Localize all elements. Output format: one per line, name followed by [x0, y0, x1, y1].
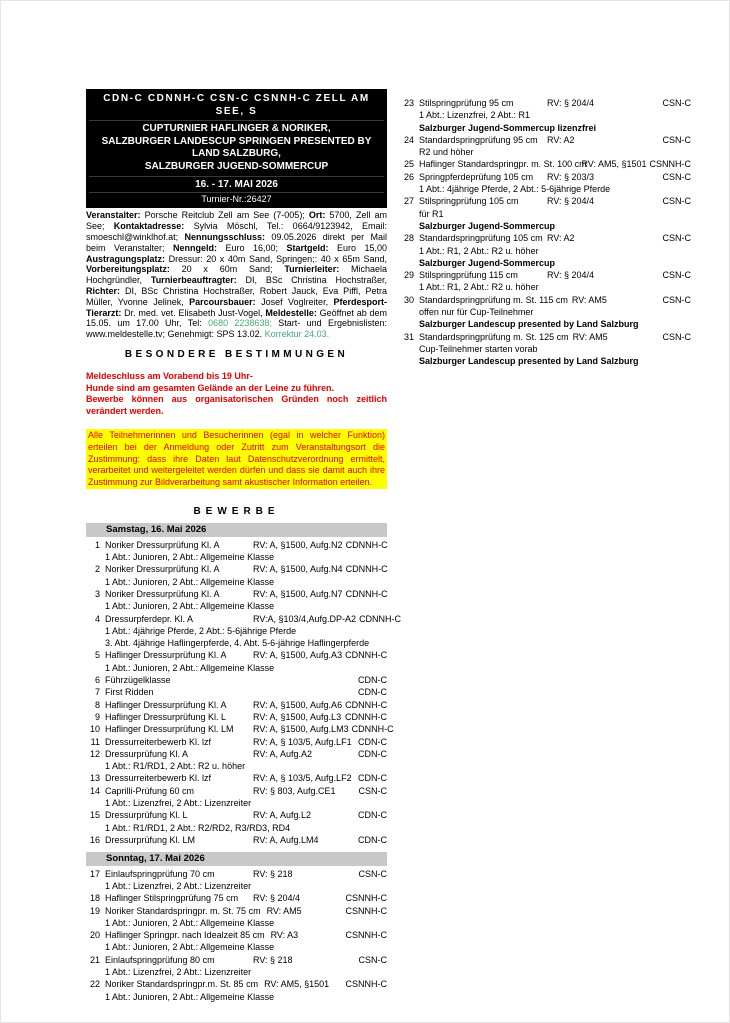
event-category: CDN-C: [358, 736, 387, 747]
event-category: CSN-C: [662, 196, 691, 207]
event-row: [86, 699, 387, 711]
event-main-line: [86, 649, 387, 661]
event-row: [86, 868, 387, 893]
special-rules-red-text: [86, 371, 387, 417]
red-rule-line: Bewerbe können aus organisatorischen Gründen noch zeitlich verändert werden.: [86, 394, 387, 416]
event-main-line: [86, 954, 387, 966]
event-rv: RV: A, § 103/5, Aufg.LF1: [253, 736, 352, 747]
event-category: CDNNH-C: [345, 539, 388, 550]
event-row: [86, 686, 387, 698]
event-row: [86, 588, 387, 613]
event-subline: 1 Abt.: Junioren, 2 Abt.: Allgemeine Klasse: [105, 552, 275, 563]
event-rv: RV: A, Aufg.LM4: [253, 834, 319, 845]
info-label: Turnierbeauftragter:: [150, 275, 237, 286]
event-title: Noriker Dressurprüfung Kl. A: [105, 588, 220, 599]
event-title: Dressurpferdepr. Kl. A: [105, 613, 194, 624]
info-text: Dr. med. vet. Elisabeth Just-Vogel,: [121, 307, 266, 318]
event-category: CDNNH-C: [345, 588, 388, 599]
info-text: 20 x 60m Sand;: [169, 264, 285, 275]
info-label: Turnierleiter:: [284, 264, 340, 275]
event-title: Haflinger Dressurprüfung Kl. L: [105, 711, 227, 722]
event-category: CDN-C: [358, 687, 387, 698]
event-main-line: [86, 563, 387, 575]
info-label: Meldestelle:: [265, 307, 317, 318]
event-title: Dressurprüfung Kl. L: [105, 810, 188, 821]
event-number: 6: [94, 675, 100, 686]
event-number: 12: [89, 748, 100, 759]
event-subline: 1 Abt.: Junioren, 2 Abt.: Allgemeine Klasse: [105, 601, 275, 612]
event-row: [86, 929, 387, 954]
event-category: CSN-C: [662, 270, 691, 281]
event-category: CSNNH-C: [345, 893, 387, 904]
event-main-line: [86, 929, 387, 941]
info-text: 09.05.2026 direkt per Mail beim Veranstalter;: [86, 231, 387, 253]
event-title: Noriker Dressurprüfung Kl. A: [105, 564, 220, 575]
event-subline: 1 Abt.: Junioren, 2 Abt.: Allgemeine Klasse: [105, 942, 275, 953]
info-text: Dressur: 20 x 40m Sand, Springen;: 40 x 65m Sand,: [165, 253, 387, 264]
event-row: [86, 539, 387, 564]
event-category: CDN-C: [358, 834, 387, 845]
event-title: Haflinger Dressurprüfung Kl. A: [105, 650, 227, 661]
info-green-text: 0680 2238638;: [208, 318, 272, 329]
event-category: CDN-C: [358, 748, 387, 759]
event-main-line: [86, 978, 387, 990]
event-number: 10: [89, 724, 100, 735]
event-row: [400, 171, 691, 196]
event-title: Standardspringprüfung 95 cm: [419, 134, 538, 145]
event-title: Haflinger Standardspringpr. m. St. 100 cm: [419, 159, 587, 170]
event-category: CSN-C: [662, 294, 691, 305]
event-row: [86, 785, 387, 810]
event-subline: 1 Abt.: R1/RD1, 2 Abt.: R2 u. höher: [105, 761, 246, 772]
event-title: Einlaufspringprüfung 70 cm: [105, 868, 215, 879]
event-main-line: [86, 868, 387, 880]
event-main-line: [86, 539, 387, 551]
event-number: 1: [94, 539, 100, 550]
event-rv: RV: § 218: [253, 954, 293, 965]
event-main-line: [86, 809, 387, 821]
event-row: [86, 772, 387, 784]
event-number: 24: [403, 134, 414, 145]
event-number: 18: [89, 893, 100, 904]
event-row: [86, 613, 402, 650]
event-rv: RV: A, § 103/5, Aufg.LF2: [253, 773, 352, 784]
event-subline: 1 Abt.: R1, 2 Abt.: R2 u. höher: [419, 245, 539, 256]
tournament-codes-line: SEE, S: [215, 106, 258, 117]
event-category: CSN-C: [358, 785, 387, 796]
info-text: Porsche Reitclub Zell am See (7-005);: [140, 210, 309, 221]
event-number: 13: [89, 773, 100, 784]
event-cup-label: Salzburger Landescup presented by Land Salzburg: [419, 319, 639, 330]
event-number: 21: [89, 954, 100, 965]
event-cup-label: Salzburger Landescup presented by Land Salzburg: [419, 356, 639, 367]
event-title: Stilspringprüfung 115 cm: [419, 270, 518, 281]
event-row: [86, 736, 387, 748]
tournament-title: [89, 120, 384, 176]
info-text: DI, BSc Christina Hochstraßer, Robert Jauck, Eva Piffl, Petra Müller, Yvonne Jelinek,: [86, 285, 387, 307]
event-number: 2: [94, 564, 100, 575]
event-category: CSNNH-C: [345, 930, 387, 941]
event-row: [400, 97, 691, 134]
info-label: Vorbereitungsplatz:: [86, 264, 170, 275]
event-category: CDNNH-C: [359, 613, 402, 624]
event-main-line: [400, 294, 691, 306]
event-title: Stilspringprüfung 105 cm: [419, 196, 519, 207]
event-category: CDNNH-C: [345, 699, 388, 710]
event-number: 27: [403, 196, 414, 207]
event-subline: 1 Abt.: 4jährige Pferde, 2 Abt.: 5-6jährige Pferde: [105, 625, 297, 636]
event-subline: Cup-Teilnehmer starten vorab: [419, 343, 538, 354]
event-subline: 1 Abt.: Lizenzfrei, 2 Abt.: Lizenzreiter: [105, 881, 252, 891]
event-rv: RV: A2: [547, 134, 575, 145]
info-label: Richter:: [86, 285, 121, 296]
info-label: Ort:: [308, 210, 326, 221]
event-row: [86, 905, 387, 930]
event-rv: RV: A, §1500, Aufg.N7: [253, 588, 343, 599]
event-number: 26: [403, 171, 414, 182]
event-number: 23: [403, 98, 414, 108]
event-rv: RV: A, Aufg.L2: [253, 810, 312, 821]
event-number: 17: [89, 868, 100, 879]
event-rv: RV: § 203/3: [547, 171, 595, 182]
event-rv: RV:A, §103/4,Aufg.DP-A2: [253, 613, 357, 624]
event-main-line: [86, 834, 387, 846]
info-green-text: Korrektur 24.03.: [264, 329, 330, 340]
privacy-notice-highlighted: Alle Teilnehmerinnen und Besucherinnen (egal in welcher Funktion) erteilen bei der Anmeldung oder Zutritt zum Veranstaltungsort die Zustimmung: dass ihre Daten laut Datenschutzverordnung ermittelt, verarbeitet und weitergeleitet werden dürfen und dass sie damit auch ihre Zustimmung zur Bildverarbeitung samt akustischer Information erteilen.: [86, 429, 387, 489]
event-main-line: [400, 158, 691, 170]
event-title: Führzügelklasse: [105, 675, 171, 686]
event-main-line: [86, 613, 402, 625]
event-rv: RV: § 218: [253, 868, 293, 879]
event-cup-label: Salzburger Jugend-Sommercup: [419, 257, 556, 268]
event-main-line: [86, 723, 394, 735]
besondere-bestimmungen-heading: BESONDERE BESTIMMUNGEN: [124, 348, 349, 360]
info-text: Josef Voglreiter,: [255, 296, 334, 307]
event-main-line: [400, 134, 691, 146]
event-rv: RV: § 204/4: [547, 98, 595, 108]
event-main-line: [86, 674, 387, 686]
event-main-line: [400, 195, 691, 207]
event-title: First Ridden: [105, 687, 154, 698]
info-text: DI, BSc Christina Hochstraßer,: [236, 275, 387, 286]
event-rv: RV: AM5, §1501: [264, 979, 330, 990]
info-label: Pferdesport-Tierarzt:: [86, 296, 387, 318]
event-rv: RV: AM5: [572, 331, 608, 342]
event-title: Noriker Standardspringpr.m. St. 85 cm: [105, 979, 259, 990]
right-column: [400, 89, 691, 368]
tournament-title-line: LAND SALZBURG,: [192, 148, 281, 160]
day-header-bar: Samstag, 16. Mai 2026: [86, 523, 387, 537]
tournament-title-line: CUPTURNIER HAFLINGER & NORIKER,: [142, 123, 331, 134]
event-row: [86, 711, 387, 723]
tournament-info-paragraph: [86, 210, 387, 340]
event-row: [86, 954, 387, 979]
event-title: Standardspringprüfung 105 cm: [419, 233, 543, 244]
event-subline: 1 Abt.: R1/RD1, 2 Abt.: R2/RD2, R3/RD3, RD4: [105, 822, 291, 833]
event-rv: RV: A3: [270, 930, 299, 941]
event-main-line: [86, 711, 387, 723]
event-number: 28: [403, 233, 414, 244]
event-subline: offen nur für Cup-Teilnehmer: [419, 307, 534, 318]
event-rv: RV: AM5: [266, 905, 302, 916]
event-category: CDNNH-C: [345, 650, 388, 661]
event-title: Springpferdeprüfung 105 cm: [419, 171, 534, 182]
event-main-line: [400, 269, 691, 281]
event-category: CSNNH-C: [649, 159, 691, 170]
event-rv: RV: AM5: [571, 294, 607, 305]
event-number: 19: [89, 905, 100, 916]
event-subline: für R1: [419, 208, 444, 219]
tournament-codes: [89, 90, 384, 120]
info-text: 5700, Zell am See;: [86, 210, 387, 232]
event-subline: 1 Abt.: Junioren, 2 Abt.: Allgemeine Klasse: [105, 662, 275, 673]
event-row: [86, 809, 387, 834]
event-row: [86, 723, 394, 735]
event-row: [400, 269, 691, 294]
info-label: Austragungsplatz:: [86, 253, 166, 264]
bewerbe-heading: BEWERBE: [193, 506, 280, 518]
event-rv: RV: A, §1500, Aufg.L3: [253, 711, 342, 722]
event-row: [86, 748, 387, 773]
event-number: 8: [94, 699, 100, 710]
event-rv: RV: A, §1500, Aufg.N2: [253, 539, 343, 550]
event-main-line: [86, 699, 387, 711]
event-row: [400, 158, 691, 170]
event-subline: 1 Abt.: Junioren, 2 Abt.: Allgemeine Klasse: [105, 576, 275, 587]
event-cup-label: Salzburger Jugend-Sommercup lizenzfrei: [419, 122, 597, 133]
event-row: [86, 978, 387, 1003]
event-number: 29: [403, 270, 414, 281]
event-main-line: [86, 748, 387, 760]
info-label: Kontaktadresse:: [113, 221, 185, 232]
event-number: 20: [89, 930, 100, 941]
event-category: CDNNH-C: [351, 724, 394, 735]
event-title: Noriker Dressurprüfung Kl. A: [105, 539, 220, 550]
event-title: Noriker Standardspringpr. m. St. 75 cm: [105, 905, 261, 916]
event-subline: 1 Abt.: 4jährige Pferde, 2 Abt.: 5-6jährige Pferde: [419, 184, 611, 195]
event-number: 4: [94, 613, 100, 624]
event-title: Dressurreiterbewerb Kl. lzf: [105, 773, 212, 784]
event-row: [400, 195, 691, 232]
event-subline: 1 Abt.: Junioren, 2 Abt.: Allgemeine Klasse: [105, 917, 275, 928]
event-title: Haflinger Stilspringprüfung 75 cm: [105, 893, 239, 904]
tournament-title-line: SALZBURGER LANDESCUP SPRINGEN PRESENTED BY: [101, 135, 372, 147]
event-title: Caprilli-Prüfung 60 cm: [105, 785, 195, 796]
info-text: Start- und Ergebnislisten: www.meldestelle.tv; Genehmigt: SPS 13.02.: [86, 318, 387, 340]
event-main-line: [400, 97, 691, 109]
event-subline: 1 Abt.: Junioren, 2 Abt.: Allgemeine Klasse: [105, 991, 275, 1002]
event-category: CDN-C: [358, 675, 387, 686]
event-main-line: [86, 892, 387, 904]
event-main-line: [400, 331, 691, 343]
two-column-layout: [86, 89, 691, 1003]
event-main-line: [86, 736, 387, 748]
event-rv: RV: § 803, Aufg.CE1: [253, 785, 336, 796]
event-row: [86, 649, 387, 674]
info-label: Veranstalter:: [86, 210, 141, 221]
event-title: Haflinger Dressurprüfung Kl. LM: [105, 724, 234, 735]
event-number: 7: [94, 687, 100, 698]
event-title: Dressurprüfung Kl. A: [105, 748, 189, 759]
red-rule-line: Hunde sind am gesamten Gelände an der Leine zu führen.: [86, 382, 335, 393]
event-number: 11: [90, 736, 100, 747]
event-main-line: [86, 785, 387, 797]
event-row: [400, 294, 691, 331]
event-number: 25: [403, 159, 414, 170]
event-number: 15: [89, 810, 100, 821]
event-category: CSNNH-C: [345, 905, 387, 916]
event-rv: RV: A, Aufg.A2: [253, 748, 313, 759]
event-subline: 1 Abt.: Lizenzfrei, 2 Abt.: Lizenzreiter: [105, 967, 252, 978]
event-cup-label: Salzburger Jugend-Sommercup: [419, 220, 556, 231]
event-category: CSN-C: [358, 868, 387, 879]
event-rv: RV: AM5, §1501: [581, 159, 647, 170]
tournament-title-line: SALZBURGER JUGEND-SOMMERCUP: [144, 160, 329, 172]
event-category: CDNNH-C: [345, 564, 388, 575]
info-label: Nennungsschluss:: [184, 231, 266, 242]
event-rv: RV: A, §1500, Aufg.N4: [253, 564, 343, 575]
event-category: CSN-C: [662, 233, 691, 244]
event-rv: RV: A2: [547, 233, 575, 244]
left-column: [86, 89, 402, 1003]
info-label: Parcoursbauer:: [189, 296, 256, 307]
event-number: 31: [403, 331, 414, 342]
event-title: Stilspringprüfung 95 cm: [419, 98, 514, 108]
info-text: Michaela Hochgründler,: [86, 264, 387, 286]
info-text: Euro 15,00: [328, 242, 387, 253]
event-category: CSN-C: [662, 171, 691, 182]
event-number: 9: [94, 711, 100, 722]
tournament-dates: 16. - 17. MAI 2026: [89, 176, 384, 192]
event-subline: 1 Abt.: Lizenzfrei, 2 Abt.: Lizenzreiter: [105, 798, 252, 809]
event-subline: 1 Abt.: R1, 2 Abt.: R2 u. höher: [419, 282, 539, 293]
event-category: CSN-C: [662, 98, 691, 108]
event-category: CDNNH-C: [345, 711, 387, 722]
event-number: 16: [89, 834, 100, 845]
red-rule-line: Meldeschluss am Vorabend bis 19 Uhr-: [86, 370, 253, 381]
event-title: Dressurreiterbewerb Kl. lzf: [105, 736, 212, 747]
event-category: CSN-C: [358, 954, 387, 965]
info-text: Euro 16,00;: [217, 242, 287, 253]
event-rv: RV: A, §1500, Aufg.A3: [253, 650, 343, 661]
info-text: Sylvia Möschl, Tel.: 0664/9123942, Email: smoeschl@winklhof.at;: [86, 221, 388, 242]
event-row: [86, 834, 387, 846]
event-category: CDN-C: [358, 773, 387, 784]
event-title: Einlaufspringprüfung 80 cm: [105, 954, 215, 965]
event-title: Standardspringprüfung m. St. 125 cm: [419, 331, 569, 342]
tournament-codes-line: CDN-C CDNNH-C CSN-C CSNNH-C ZELL AM: [103, 93, 370, 104]
event-title: Standardspringprüfung m. St. 115 cm: [419, 294, 568, 305]
event-main-line: [86, 905, 387, 917]
event-main-line: [86, 686, 387, 698]
event-main-line: [400, 171, 691, 183]
event-main-line: [86, 772, 387, 784]
event-main-line: [400, 232, 691, 244]
day-header-bar: Sonntag, 17. Mai 2026: [86, 852, 387, 866]
event-number: 5: [94, 650, 100, 661]
event-number: 14: [89, 785, 100, 796]
event-category: CDN-C: [358, 810, 387, 821]
event-subline: 1 Abt.: Lizenzfrei, 2 Abt.: R1: [419, 110, 531, 121]
event-row: [86, 892, 387, 904]
event-subline: R2 und höher: [419, 147, 474, 158]
event-row: [400, 331, 691, 368]
event-row: [400, 134, 691, 159]
event-row: [400, 232, 691, 269]
event-rv: RV: § 204/4: [547, 270, 595, 281]
event-main-line: [86, 588, 387, 600]
event-rv: RV: § 204/4: [547, 196, 595, 207]
event-category: CSN-C: [662, 134, 691, 145]
event-row: [86, 674, 387, 686]
event-subline: 3. Abt. 4jährige Haflingerpferde, 4. Abt. 5-6-jährige Haflingerpferde: [105, 638, 370, 649]
event-rv: RV: A, §1500, Aufg.A6: [253, 699, 343, 710]
info-label: Startgeld:: [286, 242, 329, 253]
tournament-number: Turnier-Nr.:26427: [89, 192, 384, 206]
info-label: Nenngeld:: [173, 242, 217, 253]
event-title: Haflinger Springpr. nach Idealzeit 85 cm: [105, 930, 265, 941]
events-list-right: [400, 97, 691, 368]
event-category: CSN-C: [662, 331, 691, 342]
event-category: CSNNH-C: [345, 979, 387, 990]
events-list-left: [86, 523, 402, 1003]
event-rv: RV: A, §1500, Aufg.LM3: [253, 724, 349, 735]
event-rv: RV: § 204/4: [253, 893, 301, 904]
event-number: 3: [94, 588, 100, 599]
info-text: Geöffnet ab dem 15.05. um 17.00 Uhr, Tel:: [86, 307, 387, 329]
event-number: 30: [403, 294, 414, 305]
event-row: [86, 563, 387, 588]
event-title: Haflinger Dressurprüfung Kl. A: [105, 699, 227, 710]
event-number: 22: [89, 979, 100, 990]
tournament-title-box: [86, 89, 387, 208]
event-title: Dressurprüfung Kl. LM: [105, 834, 196, 845]
